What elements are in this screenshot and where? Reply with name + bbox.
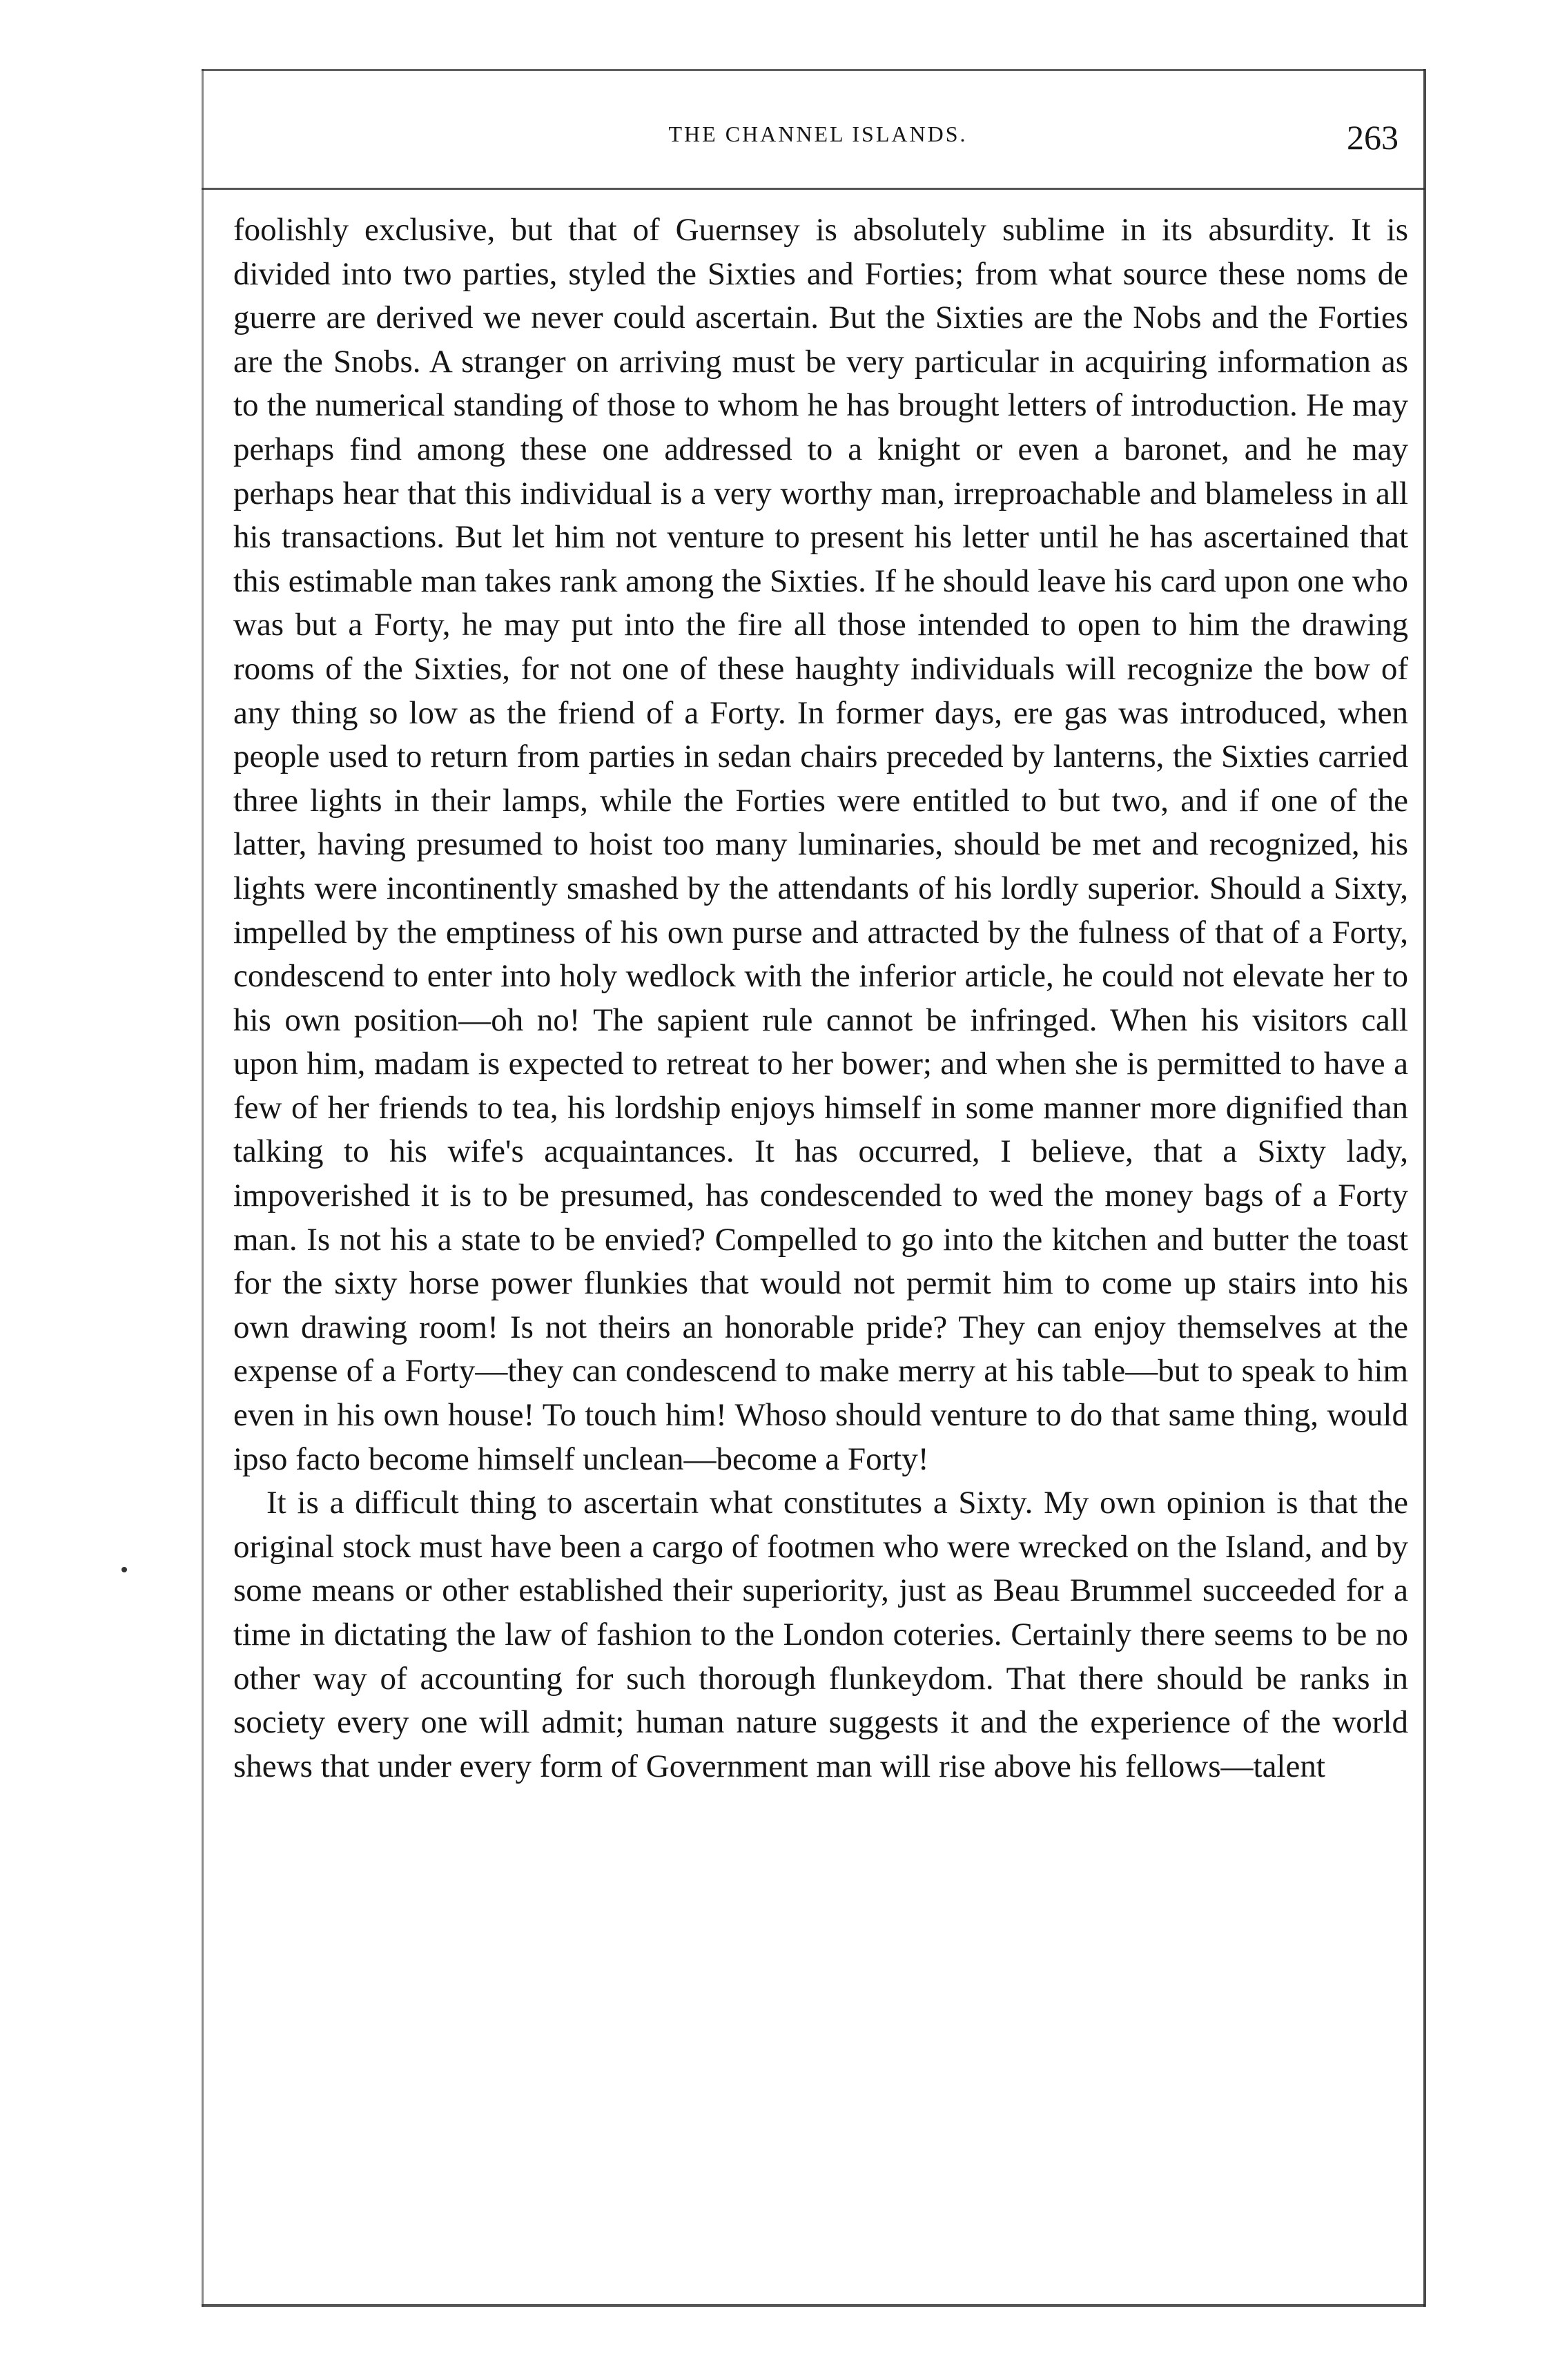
right-border-rule [1423,69,1426,2307]
running-title: THE CHANNEL ISLANDS. [668,121,968,146]
left-border-rule [202,69,204,2307]
bottom-border-rule [202,2304,1425,2307]
body-text [233,208,1408,1788]
top-border-rule [202,69,1425,71]
header-rule [202,188,1425,190]
paragraph-1: foolishly exclusive, but that of Guernsey is absolutely sublime in its absurdity. It is divided into two parties, styled the Sixties and Forties; from what source these noms de guerre are derived we never could ascertain. But the Sixties are the Nobs and the Forties are the Snobs. A stranger on arriving must be very particular in acquiring information as to the numerical standing of those to whom he has brought letters of introduction. He may perhaps find among these one addressed to a knight or even a baronet, and he may perhaps hear that this individual is a very worthy man, irreproachable and blameless in all his transactions. But let him not venture to present his letter until he has ascertained that this estimable man takes rank among the Sixties. If he should leave his card upon one who was but a Forty, he may put into the fire all those intended to open to him the drawing rooms of the Sixties, for not one of these haughty individuals will recognize the bow of any thing so low as the friend of a Forty. In former days, ere gas was introduced, when people used to return from parties in sedan chairs preceded by lanterns, the Sixties carried three lights in their lamps, while the Forties were entitled to but two, and if one of the latter, having presumed to hoist too many luminaries, should be met and recognized, his lights were incontinently smashed by the attendants of his lordly superior. Should a Sixty, impelled by the emptiness of his own purse and attracted by the fulness of that of a Forty, condescend to enter into holy wedlock with the inferior article, he could not elevate her to his own position—oh no! The sapient rule cannot be infringed. When his visitors call upon him, madam is expected to retreat to her bower; and when she is permitted to have a few of her friends to tea, his lordship enjoys himself in some manner more dignified than talking to his wife's acquaintances. It has occurred, I believe, that a Sixty lady, impoverished it is to be presumed, has condescended to wed the money bags of a Forty man. Is not his a state to be envied? Compelled to go into the kitchen and butter the toast for the sixty horse power flunkies that would not permit him to come up stairs into his own drawing room! Is not theirs an honorable pride? They can enjoy themselves at the expense of a Forty—they can condescend to make merry at his table—but to speak to him even in his own house! To touch him! Whoso should venture to do that same thing, would ipso facto become himself unclean—become a Forty! [233,212,1408,1477]
running-header [228,117,1408,173]
ink-speck [121,1567,127,1572]
page-number: 263 [1347,118,1399,157]
paragraph-2: It is a difficult thing to ascertain what constitutes a Sixty. My own opinion is that the original stock must have been a cargo of footmen who were wrecked on the Island, and by some means or other established their superiority, just as Beau Brummel succeeded for a time in dictating the law of fashion to the London coteries. Certainly there seems to be no other way of accounting for such thorough flunkeydom. That there should be ranks in society every one will admit; human nature suggests it and the experience of the world shews that under every form of Government man will rise above his fellows—talent [233,1485,1408,1784]
